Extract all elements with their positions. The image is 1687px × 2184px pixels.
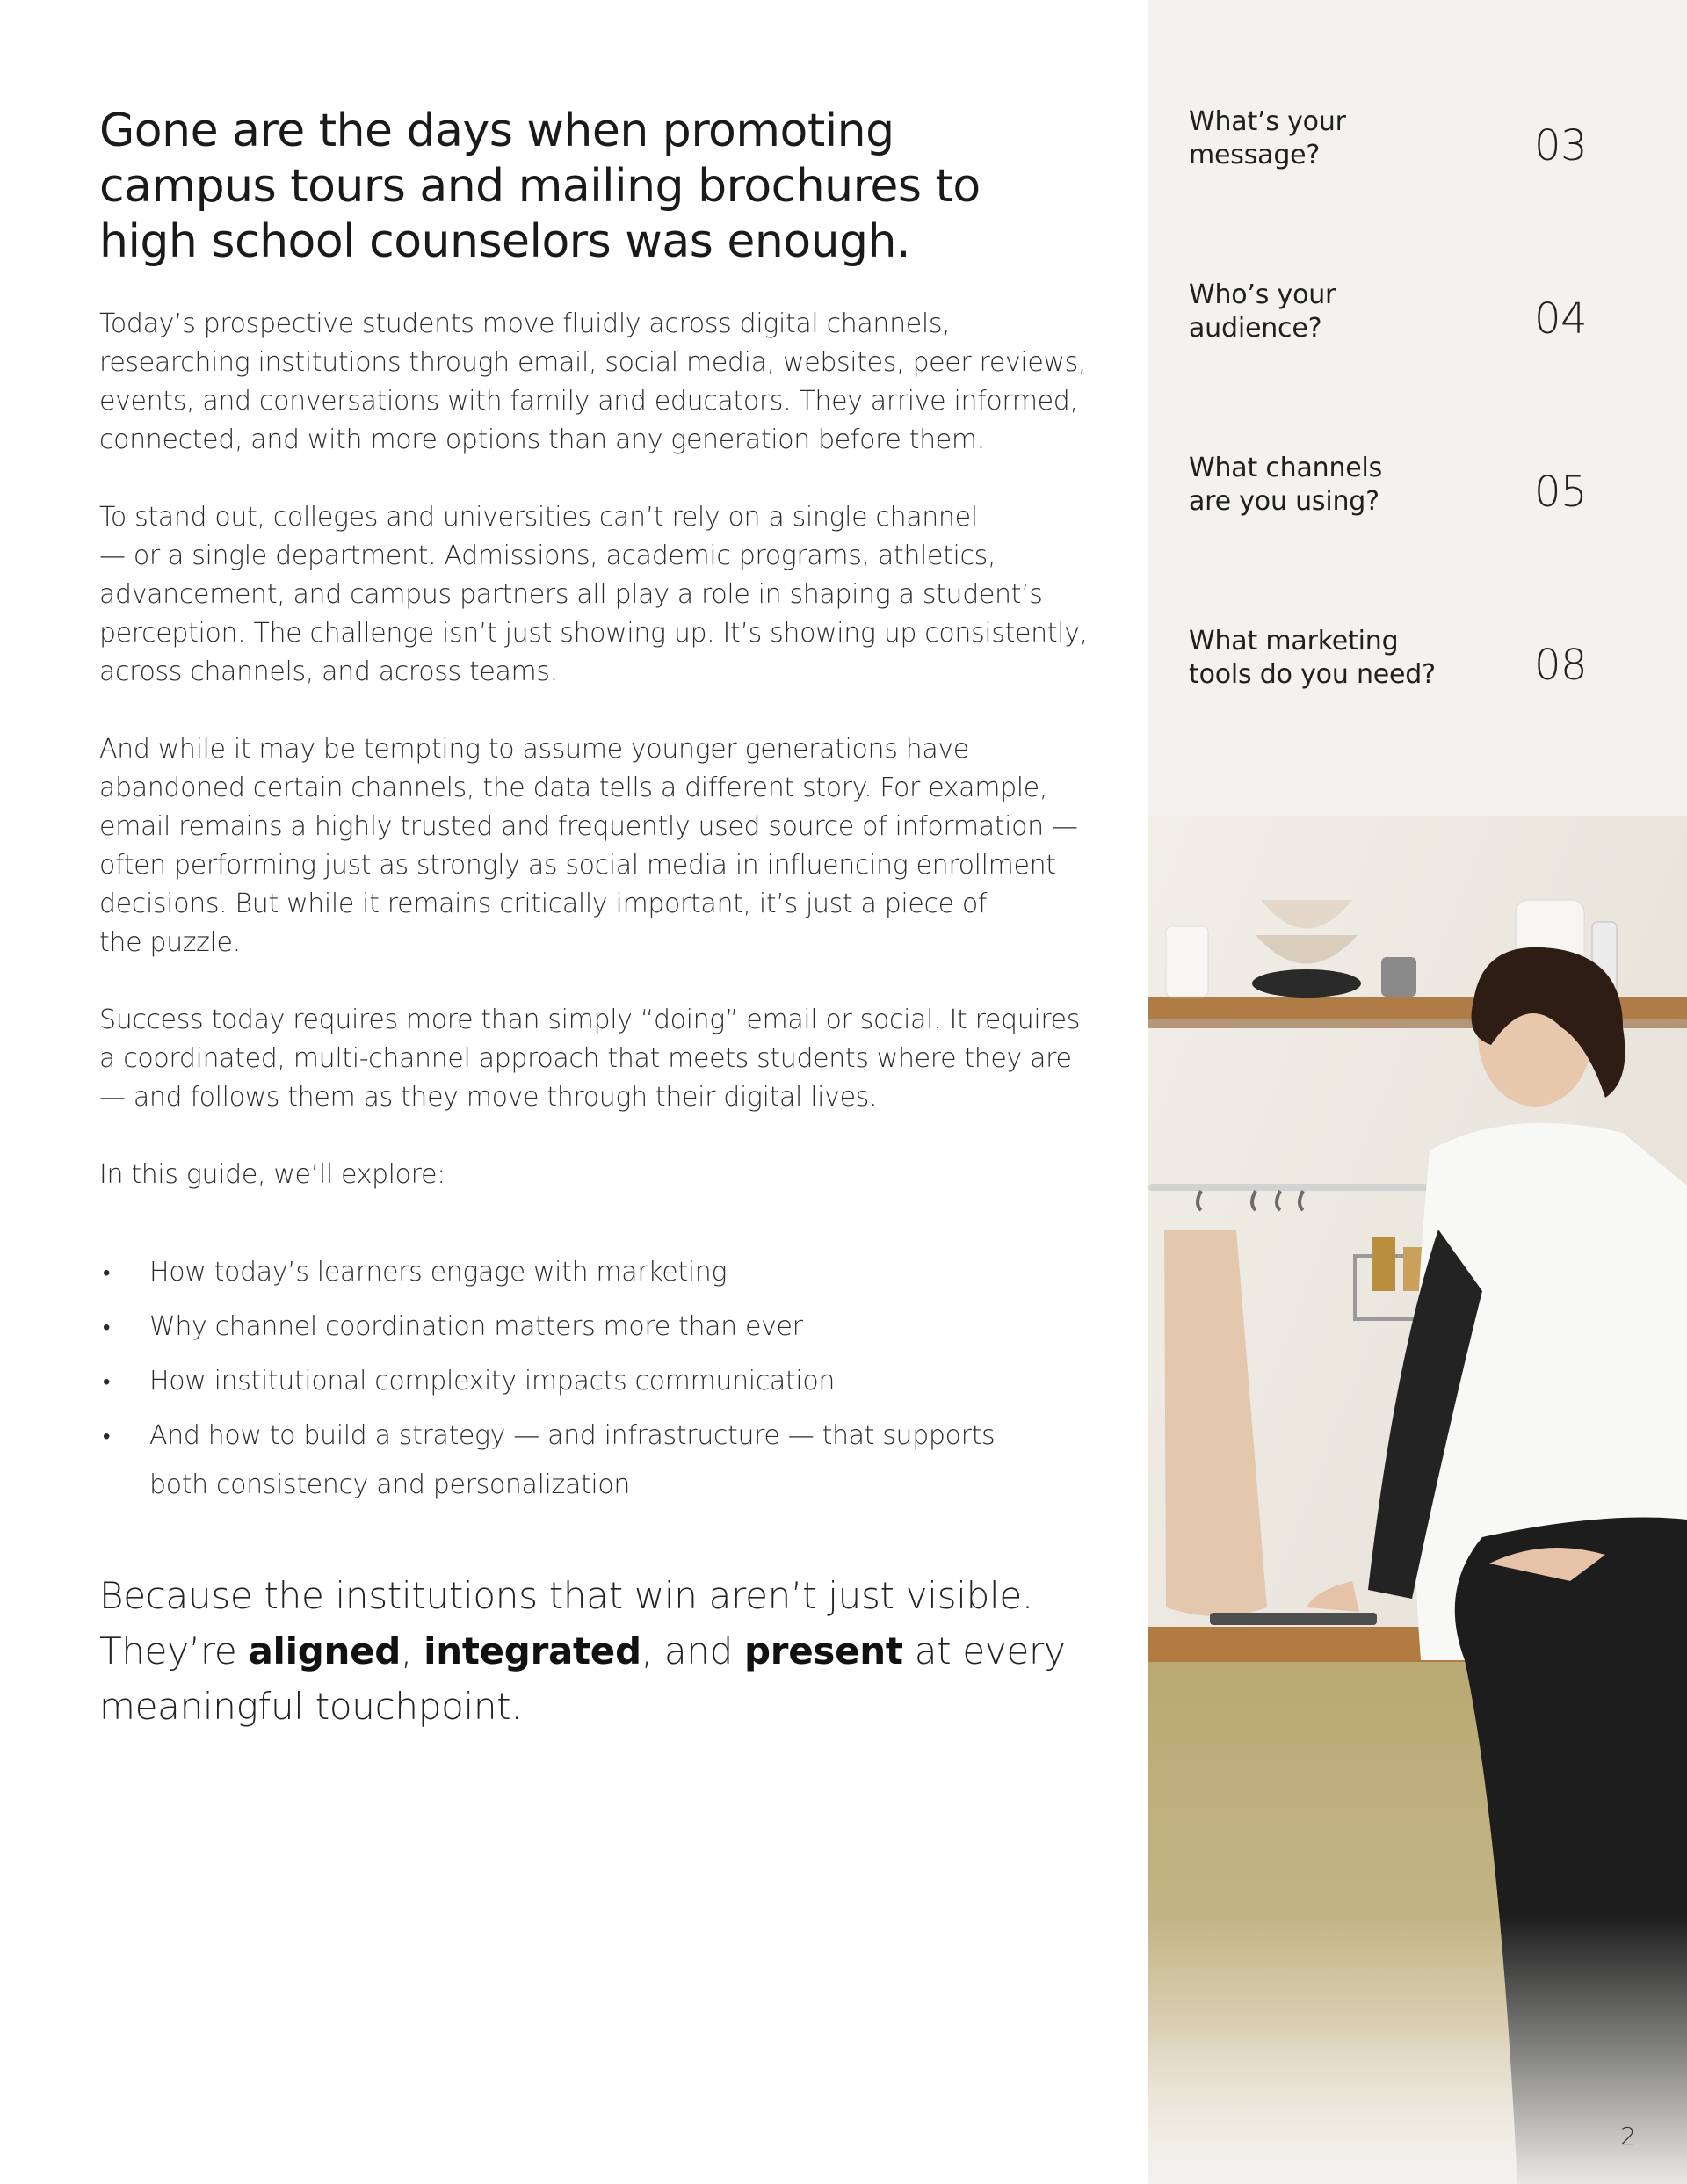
toc-label-line: Who’s your (1189, 279, 1336, 310)
toc-label-line: What channels (1189, 453, 1383, 483)
toc-item-label (1189, 279, 1470, 345)
laptop-icon (1210, 1613, 1377, 1625)
bullet-icon: • (103, 1260, 111, 1285)
closing-statement (99, 1568, 1075, 1734)
list-item-text: And how to build a strategy — and infrastructure — that supports (149, 1420, 996, 1451)
toc-item-audience[interactable] (1189, 279, 1628, 358)
sidebar (1148, 0, 1687, 2184)
student-photo (1148, 816, 1687, 2184)
list-item (99, 1302, 1075, 1352)
paragraph-line: events, and conversations with family and educators. They arrive informed, (99, 386, 1078, 417)
paragraph-line: across channels, and across teams. (99, 657, 558, 687)
toc-label-line: audience? (1189, 313, 1322, 344)
paragraph-line: often performing just as strongly as social media in influencing enrollment (99, 850, 1056, 881)
student-at-kitchen-illustration (1148, 816, 1687, 2184)
toc-label-line: message? (1189, 140, 1321, 171)
page-headline (99, 104, 1066, 270)
paragraph-line: To stand out, colleges and universities can’t rely on a single channel (99, 502, 978, 533)
closing-text: , and (641, 1629, 745, 1672)
toc-label-line: What marketing (1189, 626, 1399, 657)
toc-page-number: 04 (1534, 294, 1588, 344)
toc-item-label (1189, 105, 1470, 172)
paragraph-line: — and follows them as they move through their digital lives. (99, 1082, 878, 1113)
closing-line (99, 1623, 1075, 1679)
paragraph-line: decisions. But while it remains critically important, it’s just a piece of (99, 889, 988, 919)
paragraph-line: perception. The challenge isn’t just showing up. It’s showing up consistently, (99, 618, 1088, 649)
emphasis-aligned: aligned (248, 1629, 402, 1672)
page-number: 2 (1620, 2122, 1636, 2151)
list-item-text: How today’s learners engage with marketing (149, 1257, 728, 1288)
paragraph-line: the puzzle. (99, 927, 241, 958)
kettle-icon (1381, 957, 1416, 997)
toc-label-line: What’s your (1189, 106, 1346, 137)
list-item (99, 1357, 1075, 1406)
toc-item-label (1189, 452, 1470, 519)
emphasis-integrated: integrated (424, 1629, 641, 1672)
paragraph-line: Success today requires more than simply “doing” email or social. It requires (99, 1005, 1081, 1035)
bullet-icon: • (103, 1369, 111, 1394)
toc-page-number: 05 (1534, 468, 1588, 517)
closing-text: , (401, 1629, 424, 1672)
emphasis-present: present (744, 1629, 903, 1672)
guide-topics-list (99, 1248, 1075, 1510)
bottom-fade (1148, 1915, 1687, 2184)
toc-label-line: tools do you need? (1189, 659, 1436, 690)
glass-icon (1166, 926, 1208, 997)
paragraph-line: And while it may be tempting to assume younger generations have (99, 734, 969, 765)
paragraph-line: connected, and with more options than any generation before them. (99, 424, 985, 455)
paragraph-line: — or a single department. Admissions, academic programs, athletics, (99, 541, 996, 571)
toc-item-channels[interactable] (1189, 452, 1628, 531)
success-paragraph (99, 1001, 1081, 1117)
toc-label-line: are you using? (1189, 486, 1379, 517)
guide-intro-paragraph (99, 1156, 1075, 1194)
bullet-icon: • (103, 1424, 111, 1448)
closing-line: meaningful touchpoint. (99, 1685, 523, 1728)
headline-line: campus tours and mailing brochures to (99, 160, 981, 213)
paragraph-line: advancement, and campus partners all play a role in shaping a student’s (99, 579, 1043, 610)
toc-item-label (1189, 625, 1470, 692)
paragraph-line: email remains a highly trusted and frequently used source of information — (99, 811, 1078, 842)
plate-icon (1252, 969, 1361, 998)
headline-line: Gone are the days when promoting (99, 105, 894, 157)
closing-text: at every (902, 1629, 1066, 1672)
toc-item-message[interactable] (1189, 105, 1628, 185)
toc-item-tools[interactable] (1189, 625, 1628, 704)
toc-page-number: 08 (1534, 641, 1588, 690)
paragraph-line: abandoned certain channels, the data tells a different story. For example, (99, 773, 1048, 803)
stand-out-paragraph (99, 498, 1088, 692)
toc-page-number: 03 (1534, 121, 1588, 171)
paragraph-line: researching institutions through email, social media, websites, peer reviews, (99, 347, 1087, 378)
headline-line: high school counselors was enough. (99, 215, 911, 268)
closing-text: They’re (99, 1629, 249, 1672)
channels-paragraph (99, 730, 1078, 962)
bullet-icon: • (103, 1315, 111, 1339)
intro-paragraph (99, 305, 1087, 460)
list-item (99, 1248, 1075, 1297)
closing-line: Because the institutions that win aren’t just visible. (99, 1574, 1033, 1617)
spice-bottle-icon (1372, 1237, 1395, 1291)
paragraph-line: In this guide, we’ll explore: (99, 1159, 445, 1190)
paragraph-line: a coordinated, multi-channel approach that meets students where they are (99, 1043, 1072, 1074)
list-item (99, 1411, 1075, 1510)
paragraph-line: Today’s prospective students move fluidly across digital channels, (99, 308, 951, 339)
list-item-text-continued: both consistency and personalization (149, 1469, 631, 1500)
list-item-text: How institutional complexity impacts communication (149, 1366, 835, 1397)
list-item-text: Why channel coordination matters more than ever (149, 1311, 803, 1342)
